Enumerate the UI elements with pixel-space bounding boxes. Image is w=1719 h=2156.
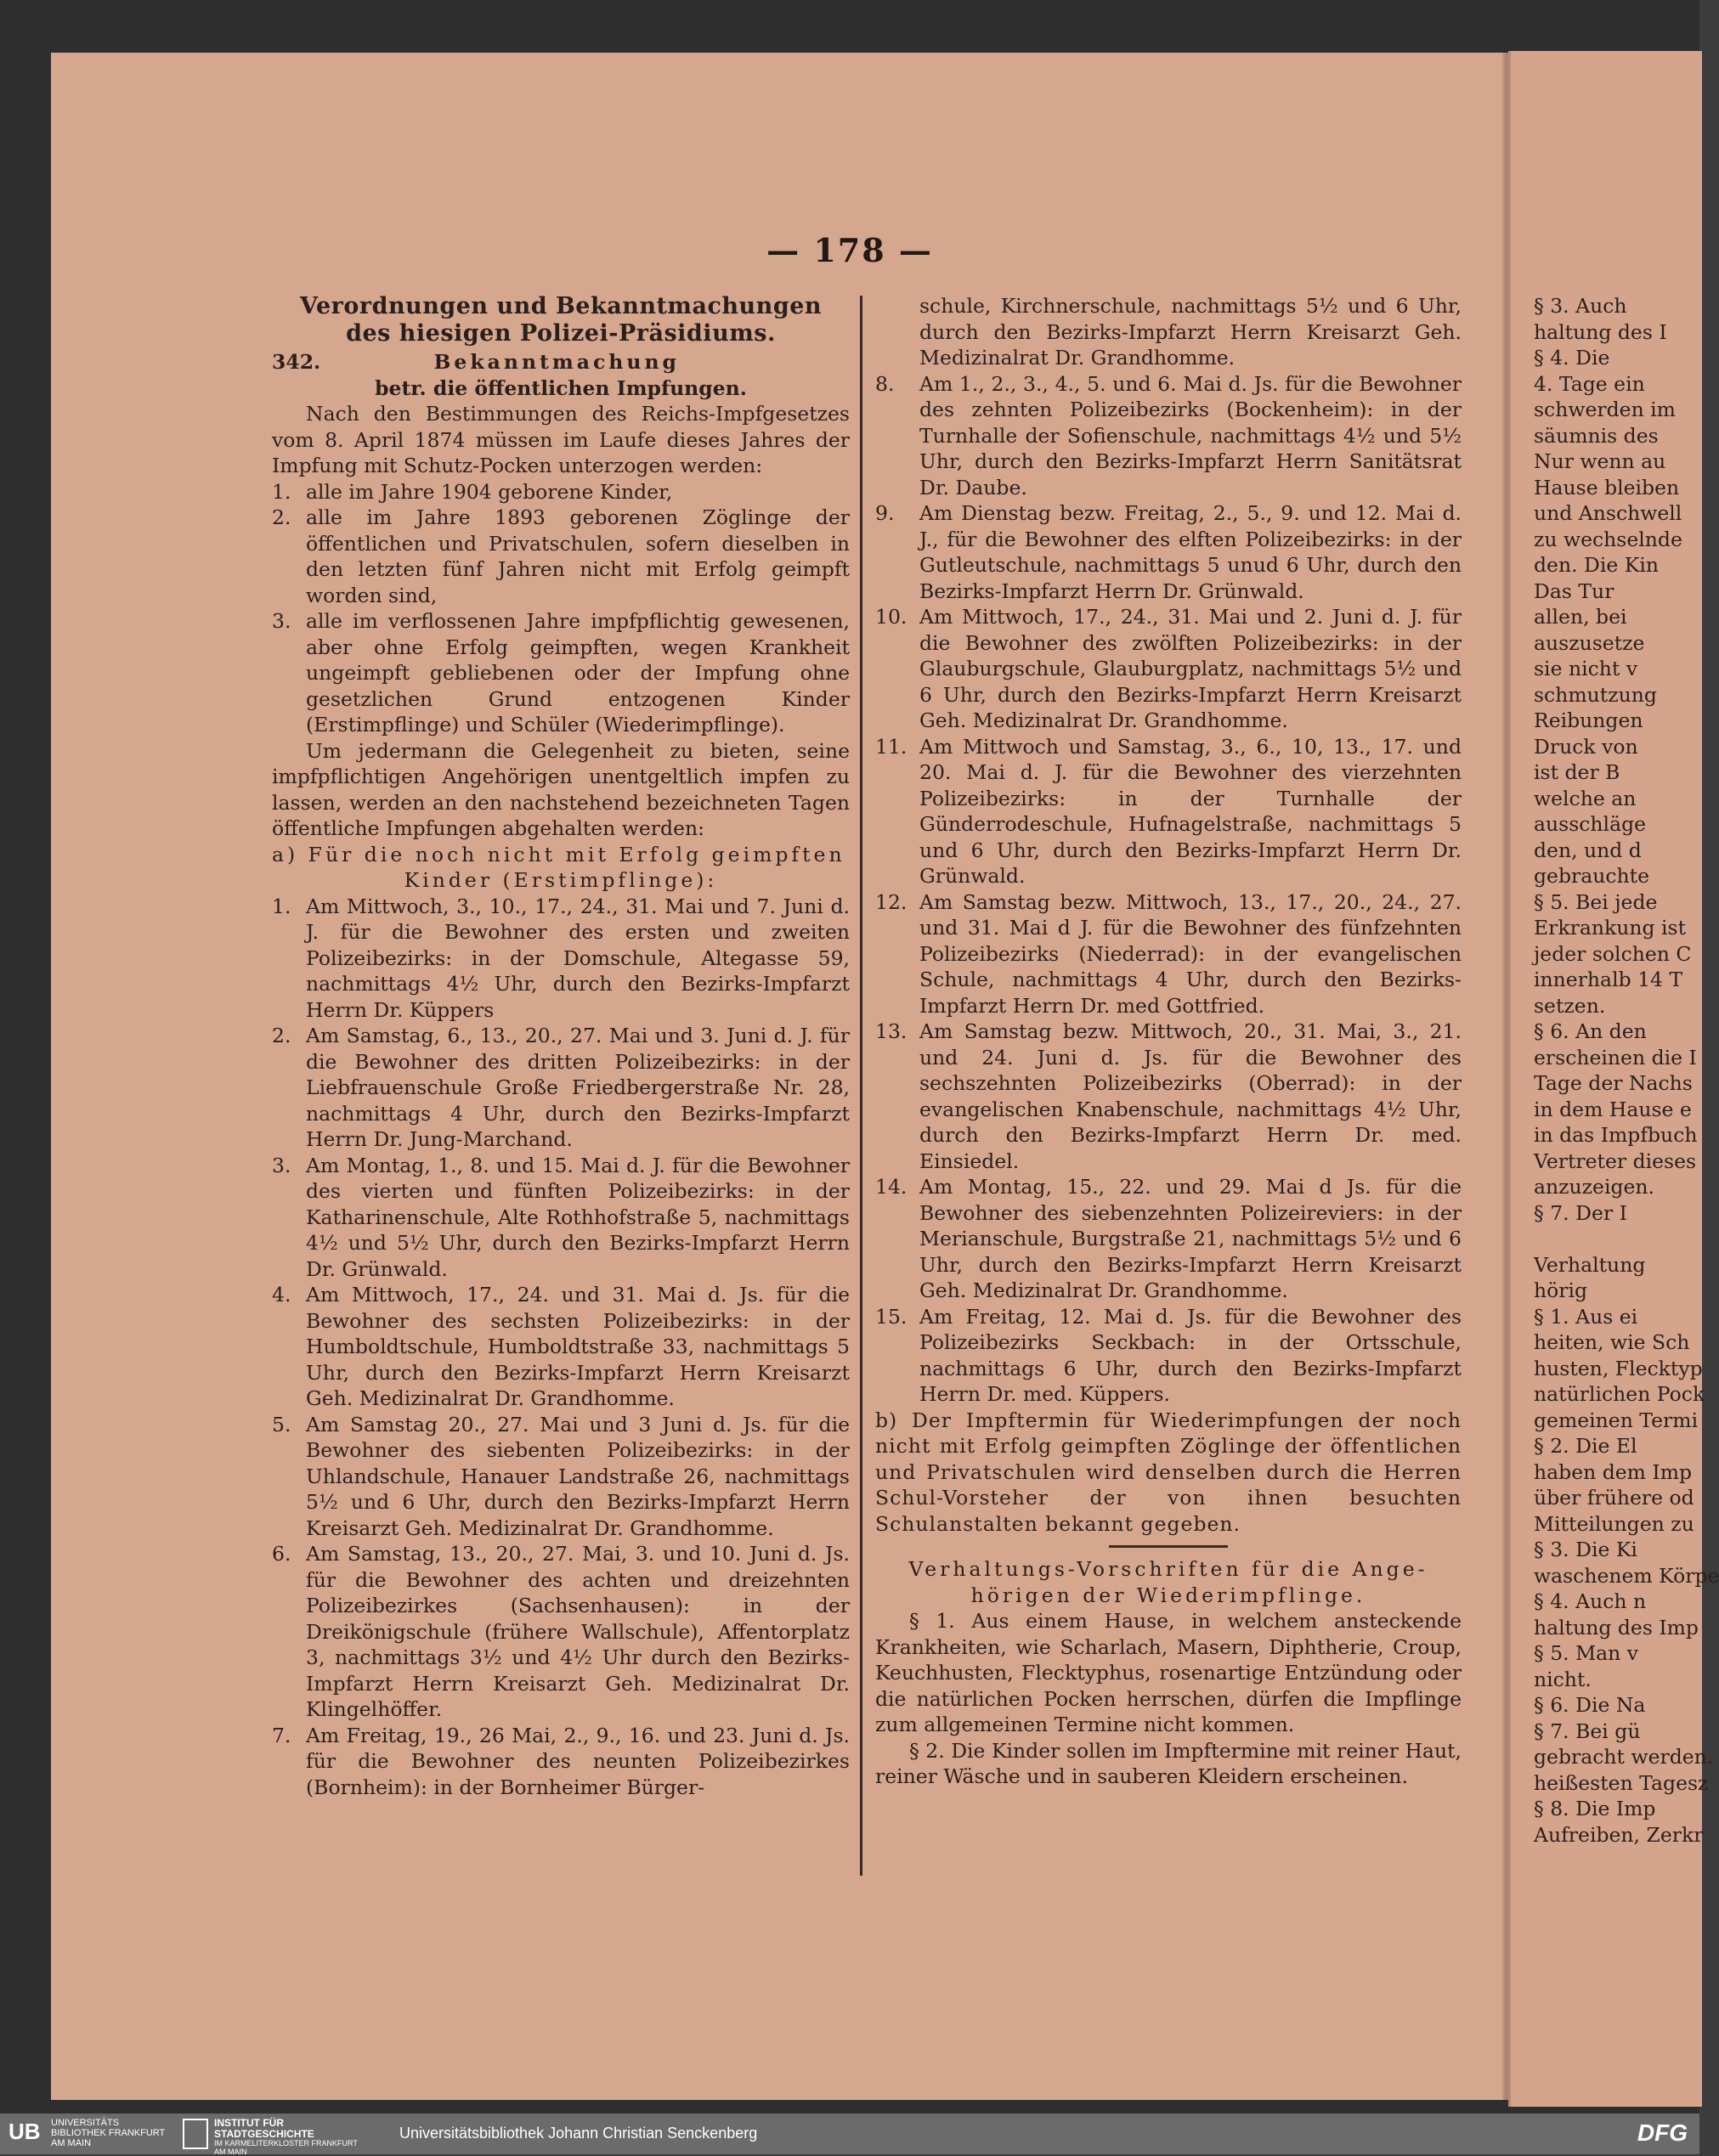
adjacent-page-line: über frühere od — [1534, 1486, 1694, 1510]
adjacent-page-line: welche an — [1534, 786, 1637, 810]
column-divider — [860, 296, 862, 1876]
adjacent-page-line: § 3. Die Ki — [1534, 1538, 1637, 1561]
adjacent-page-line: Vertreter dieses — [1534, 1149, 1697, 1173]
item-number: 2. — [272, 1024, 291, 1047]
adjacent-page-line: den. Die Kin — [1534, 553, 1659, 577]
schedule-item — [272, 1153, 850, 1283]
list-item — [272, 479, 850, 505]
notice-label: Bekanntmachung — [433, 350, 680, 374]
list-item — [272, 608, 850, 738]
list-text: alle im Jahre 1904 geborene Kinder, — [306, 479, 673, 504]
adjacent-page-line: Druck von — [1534, 734, 1638, 759]
adjacent-page-line: den, und d — [1534, 838, 1642, 862]
title-line-1: Verordnungen und Bekanntmachungen — [299, 293, 823, 319]
schedule-item — [875, 1304, 1462, 1408]
item-text: Am Samstag bezw. Mittwoch, 20., 31. Mai, 3., 21. und 24. Juni d. Js. für die Bewohner des sechszehnten Polizeibezirks (Oberrad): in der evangelischen Knabenschule, nachmittags 4½ Uhr, durch den Bezirks-Impfarzt Herrn Dr. med. Einsiedel. — [919, 1019, 1462, 1173]
item-text: Am Freitag, 19., 26 Mai, 2., 9., 16. und 23. Juni d. Js. für die Bewohner des neunten Polizeibezirkes (Bornheim): in der Bornheimer Bürger- — [306, 1723, 850, 1799]
adjacent-page-line: § 6. An den — [1534, 1019, 1647, 1043]
list-number: 3. — [272, 609, 291, 633]
schedule-item — [272, 1723, 850, 1801]
adjacent-page-line: haben dem Imp — [1534, 1459, 1693, 1484]
adjacent-page-line: Hause bleiben — [1534, 475, 1680, 499]
adjacent-page-line: ist der B — [1534, 760, 1620, 784]
adjacent-page-line: § 2. Die El — [1534, 1434, 1637, 1458]
adjacent-page-line: § 7. Der I — [1534, 1200, 1627, 1225]
section-divider — [1109, 1545, 1228, 1548]
item-number: 9. — [875, 501, 895, 525]
adjacent-page-line: gebrauchte — [1534, 864, 1650, 888]
item-text: Am Samstag 20., 27. Mai und 3 Juni d. Js. für die Bewohner des siebenten Polizeibezirks: in der Uhlandschule, Hanauer Landstraße 26, nachmittags 5½ und 6 Uhr, durch den Bezirks-Impfarzt Herrn Kreisarzt Geh. Medizinalrat Dr. Grandhomme. — [306, 1412, 850, 1540]
section-a-heading: a) Für die noch nicht mit Erfolg geimpften — [272, 842, 845, 866]
adjacent-page-line: § 7. Bei gü — [1534, 1719, 1641, 1743]
item-number: 10. — [875, 605, 908, 629]
adjacent-page-line: Mitteilungen zu — [1534, 1511, 1694, 1536]
adjacent-page-line: heiten, wie Sch — [1534, 1330, 1690, 1354]
item-text: Am Mittwoch, 17., 24., 31. Mai und 2. Juni d. J. für die Bewohner des zwölften Polizeibezirks: in der Glauburgschule, Glauburgplatz, nachmittags 5½ und 6 Uhr, durch den Bezirks-Impfarzt Herrn Kreisarzt Geh. Medizinalrat Dr. Grandhomme. — [919, 605, 1462, 732]
adjacent-page-line: innerhalb 14 T — [1534, 968, 1683, 991]
adjacent-page-line: § 5. Bei jede — [1534, 889, 1658, 914]
page-number: — 178 — — [766, 231, 933, 269]
schedule-item — [875, 1019, 1462, 1174]
adjacent-page-line: ausschläge — [1534, 812, 1647, 836]
item-text: Am Samstag bezw. Mittwoch, 13., 17., 20., 24., 27. und 31. Mai d J. für die Bewohner des fünfzehnten Polizeibezirks (Niederrad): in der evangelischen Schule, nachmittags 4 Uhr, durch den Bezirks-Impfarzt Herrn Dr. med Gottfried. — [919, 889, 1462, 1018]
schedule-list-continued — [875, 371, 1462, 1408]
adjacent-page-line: erscheinen die I — [1534, 1045, 1697, 1070]
schedule-item — [272, 894, 850, 1024]
institute-logo-icon — [183, 2119, 208, 2149]
adjacent-page-line: husten, Flecktyp — [1534, 1356, 1703, 1380]
library-name: Universitätsbibliothek Johann Christian Senckenberg — [399, 2125, 758, 2142]
item-text: Am Montag, 15., 22. und 29. Mai d Js. für die Bewohner des siebenzehnten Polizeireviers: in der Merianschule, Burgstraße 21, nachmittags 5½ und 6 Uhr, durch den Bezirks-Impfarzt Herrn Kreisarzt Geh. Medizinalrat Dr. Grandhomme. — [919, 1175, 1462, 1302]
adjacent-page-line: anzuzeigen. — [1534, 1175, 1655, 1199]
adjacent-page-line: und Anschwell — [1534, 501, 1682, 525]
adjacent-page-line: haltung des Imp — [1534, 1615, 1699, 1640]
adjacent-page-line — [1534, 1226, 1704, 1252]
item-text: Am Mittwoch und Samstag, 3., 6., 10, 13., 17. und 20. Mai d. J. für die Bewohner des vierzehnten Polizeibezirks: in der Turnhalle der Günderrodeschule, Hufnagelstraße, nachmittags 5 und 6 Uhr, durch den Bezirks-Impfarzt Herrn Dr. Grünwald. — [919, 734, 1462, 888]
adjacent-page-line: § 1. Aus ei — [1534, 1304, 1638, 1329]
adjacent-page-line: schwerden im — [1534, 398, 1676, 421]
adjacent-page-line: § 3. Auch — [1534, 294, 1627, 318]
schedule-item — [272, 1023, 850, 1153]
item-number: 13. — [875, 1019, 908, 1043]
section-a-subheading: Kinder (Erstimpflinge): — [404, 868, 718, 892]
intro-paragraph: Nach den Bestimmungen des Reichs-Impfgesetzes vom 8. April 1874 müssen im Laufe dieses Jahres der Impfung mit Schutz-Pocken unterzogen werden: — [272, 402, 850, 477]
adjacent-page-line: nicht. — [1534, 1667, 1592, 1691]
list-text: alle im Jahre 1893 geborenen Zöglinge der öffentlichen und Privatschulen, sofern dieselben in den letzten fünf Jahren nicht mit Erfolg geimpft worden sind, — [306, 505, 850, 607]
rules-heading-line-2: hörigen der Wiederimpflinge. — [970, 1583, 1366, 1607]
institute-subtext: IM KARMELITERKLOSTER FRANKFURT AM MAIN — [214, 2139, 358, 2156]
item-number: 3. — [272, 1153, 291, 1177]
footer-bar — [0, 2114, 1699, 2154]
subject-list — [272, 479, 850, 738]
notice-number: 342. — [272, 350, 321, 374]
rule-paragraph-1: § 1. Aus einem Hause, in welchem ansteckende Krankheiten, wie Scharlach, Masern, Diphtherie, Croup, Keuchhusten, Flecktyphus, rosenartige Entzündung oder die natürlichen Pocken herrschen, dürfen die Impflinge zum allgemeinen Termine nicht kommen. — [875, 1609, 1462, 1736]
item-number: 15. — [875, 1304, 908, 1329]
ub-logo-text: UNIVERSITÄTS BIBLIOTHEK FRANKFURT AM MAIN — [51, 2118, 166, 2148]
item-text: Am Mittwoch, 17., 24. und 31. Mai d. Js. für die Bewohner des sechsten Polizeibezirks: in der Humboldtschule, Humboldtstraße 33, nachmittags 5 Uhr, durch den Bezirks-Impfarzt Herrn Kreisarzt Geh. Medizinalrat Dr. Grandhomme. — [306, 1283, 850, 1410]
item-text: Am Samstag, 13., 20., 27. Mai, 3. und 10. Juni d. Js. für die Bewohner des achten und dreizehnten Polizeibezirkes (Sachsenhausen): in der Dreikönigschule (frühere Wallschule), Affentorplatz 3, nachmittags 3½ und 4½ Uhr durch den Bezirks-Impfarzt Herrn Kreisarzt Geh. Medizinalrat Dr. Klingelhöffer. — [306, 1542, 850, 1721]
adjacent-page-line: schmutzung — [1534, 682, 1657, 707]
item-number: 14. — [875, 1175, 908, 1199]
adjacent-page-line: § 6. Die Na — [1534, 1693, 1646, 1717]
second-paragraph: Um jedermann die Gelegenheit zu bieten, seine impfpflichtigen Angehörigen unentgeltlich impfen zu lassen, werden an den nachstehend bezeichneten Tagen öffentliche Impfungen abgehalten werden: — [272, 738, 850, 840]
item-number: 4. — [272, 1283, 291, 1307]
adjacent-page-line: Reibungen — [1534, 708, 1643, 732]
item-number: 11. — [875, 734, 908, 759]
adjacent-page-line: allen, bei — [1534, 605, 1627, 629]
schedule-list — [272, 894, 850, 1801]
item-number: 12. — [875, 889, 908, 914]
item-number: 7. — [272, 1723, 291, 1747]
item-number: 6. — [272, 1542, 291, 1566]
notice-header — [272, 349, 850, 375]
schedule-item — [875, 371, 1462, 501]
section-b: b) Der Impftermin für Wiederimpfungen der noch nicht mit Erfolg geimpften Zöglinge der öffentlichen und Privatschulen wird denselben durch die Herren Schul-Vorsteher der von ihnen besuchten Schulanstalten bekannt gegeben. — [875, 1408, 1462, 1536]
adjacent-page-line: § 4. Die — [1534, 346, 1610, 370]
schedule-item — [875, 500, 1462, 604]
item-text: Am Mittwoch, 3., 10., 17., 24., 31. Mai und 7. Juni d. J. für die Bewohner des ersten und zweiten Polizeibezirks: in der Domschule, Altegasse 59, nachmittags 4½ Uhr, durch den Bezirks-Impfarzt Herrn Dr. Küppers — [306, 894, 850, 1022]
adjacent-page-line: hörig — [1534, 1278, 1588, 1302]
schedule-item — [272, 1541, 850, 1723]
rules-heading-line-1: Verhaltungs-Vorschriften für die Ange- — [908, 1557, 1428, 1581]
adjacent-page-line: gebracht werden. — [1534, 1745, 1714, 1769]
list-number: 1. — [272, 479, 291, 504]
adjacent-page-line: natürlichen Pock — [1534, 1382, 1705, 1406]
item-7-continuation: schule, Kirchnerschule, nachmittags 5½ und 6 Uhr, durch den Bezirks-Impfarzt Herrn Kreisarzt Geh. Medizinalrat Dr. Grandhomme. — [919, 294, 1462, 370]
item-number: 1. — [272, 894, 291, 918]
adjacent-page-line: 4. Tage ein — [1534, 371, 1645, 396]
schedule-item — [272, 1282, 850, 1412]
item-text: Am 1., 2., 3., 4., 5. und 6. Mai d. Js. für die Bewohner des zehnten Polizeibezirks (Bockenheim): in der Turnhalle der Sofienschule, nachmittags 4½ und 5½ Uhr, durch den Bezirks-Impfarzt Herrn Sanitätsrat Dr. Daube. — [919, 371, 1462, 499]
adjacent-page-line: heißesten Tagesz — [1534, 1770, 1709, 1795]
adjacent-page-line: haltung des I — [1534, 319, 1667, 344]
right-column — [875, 293, 1462, 1790]
adjacent-page-line: gemeinen Termi — [1534, 1408, 1699, 1432]
adjacent-page-line: § 5. Man v — [1534, 1641, 1639, 1665]
left-column — [272, 293, 850, 1800]
rule-paragraph-2: § 2. Die Kinder sollen im Impftermine mit reiner Haut, reiner Wäsche und in sauberen Kleidern erscheinen. — [875, 1738, 1462, 1788]
adjacent-page-line: Erkrankung ist — [1534, 916, 1687, 940]
dfg-logo: DFG — [1637, 2119, 1688, 2146]
schedule-item — [272, 1412, 850, 1542]
item-number: 8. — [875, 371, 895, 396]
adjacent-page-text — [1534, 293, 1719, 1848]
adjacent-page-line: in das Impfbuch — [1534, 1123, 1698, 1147]
adjacent-page-line: Verhaltung — [1534, 1252, 1646, 1277]
schedule-item — [875, 604, 1462, 734]
item-text: Am Samstag, 6., 13., 20., 27. Mai und 3. Juni d. J. für die Bewohner des dritten Polizeibezirks: in der Liebfrauenschule Große Friedbergerstraße Nr. 28, nachmittags 4 Uhr, durch den Bezirks-Impfarzt Herrn Dr. Jung-Marchand. — [306, 1024, 850, 1151]
adjacent-page-line: setzen. — [1534, 993, 1606, 1018]
adjacent-page-line: § 8. Die Imp — [1534, 1797, 1656, 1820]
adjacent-page-line: säumnis des — [1534, 423, 1659, 448]
item-text: Am Freitag, 12. Mai d. Js. für die Bewohner des Polizeibezirks Seckbach: in der Ortsschule, nachmittags 6 Uhr, durch den Bezirks-Impfarzt Herrn Dr. med. Küppers. — [919, 1304, 1462, 1406]
adjacent-page-line: Tage der Nachs — [1534, 1071, 1693, 1095]
item-text: Am Dienstag bezw. Freitag, 2., 5., 9. und 12. Mai d. J., für die Bewohner des elften Polizeibezirks: in der Gutleutschule, nachmittags 5 unud 6 Uhr, durch den Bezirks-Impfarzt Herrn Dr. Grünwald. — [919, 501, 1462, 603]
list-item — [272, 505, 850, 608]
title-line-2: des hiesigen Polizei-Präsidiums. — [346, 320, 776, 347]
schedule-item — [875, 1174, 1462, 1304]
adjacent-page-line: auszusetze — [1534, 630, 1645, 655]
adjacent-page-line: Nur wenn au — [1534, 449, 1666, 473]
schedule-item — [875, 889, 1462, 1019]
adjacent-page-line: zu wechselnde — [1534, 527, 1682, 551]
adjacent-page-line: sie nicht v — [1534, 657, 1638, 680]
adjacent-page-line: Aufreiben, Zerkr — [1534, 1822, 1704, 1847]
adjacent-page-line: jeder solchen C — [1534, 941, 1692, 966]
schedule-item — [875, 734, 1462, 889]
item-number: 5. — [272, 1412, 291, 1436]
adjacent-page-line: in dem Hause e — [1534, 1097, 1692, 1121]
notice-subject: betr. die öffentlichen Impfungen. — [375, 375, 747, 400]
item-text: Am Montag, 1., 8. und 15. Mai d. J. für die Bewohner des vierten und fünften Polizeibezirks: in der Katharinenschule, Alte Rothhofstraße 5, nachmittags 4½ und 5½ Uhr, durch den Bezirks-Impfarzt Herrn Dr. Grünwald. — [306, 1153, 850, 1281]
list-number: 2. — [272, 505, 291, 529]
list-text: alle im verflossenen Jahre impfpflichtig gewesenen, aber ohne Erfolg geimpften, wegen Krankheit ungeimpft gebliebenen oder der Impfung ohne gesetzlichen Grund entzogenen Kinder (Erstimpflinge) und Schüler (Wiederimpflinge). — [306, 609, 850, 737]
institute-name: INSTITUT FÜR STADTGESCHICHTE — [214, 2117, 314, 2140]
adjacent-page-line: § 4. Auch n — [1534, 1589, 1647, 1613]
adjacent-page-line: waschenem Körpe — [1534, 1563, 1719, 1588]
ub-logo: UB — [8, 2119, 41, 2144]
adjacent-page-line: Das Tur — [1534, 579, 1614, 603]
